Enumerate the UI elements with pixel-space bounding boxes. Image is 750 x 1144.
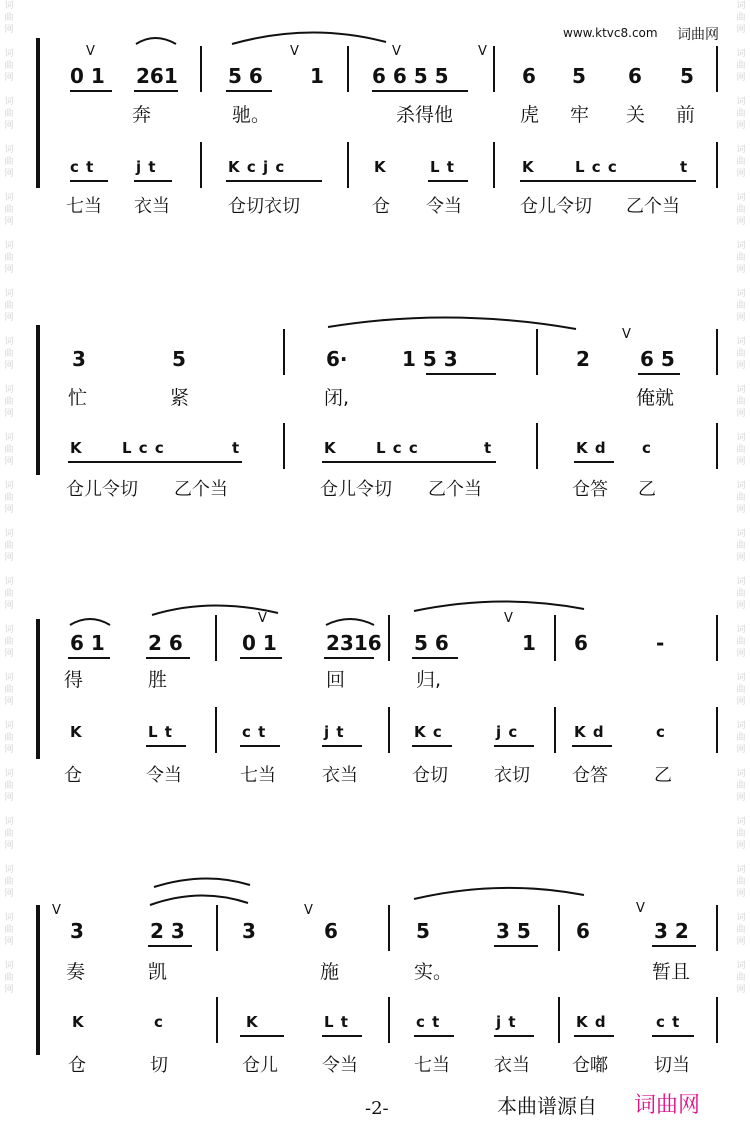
source-site-link[interactable]: 词曲网	[634, 1093, 701, 1118]
underline	[240, 1035, 284, 1037]
percussion-symbol: K d	[574, 723, 605, 741]
note: 2316	[326, 631, 382, 655]
percussion-word: 乙个当	[174, 479, 228, 500]
note: 6·	[326, 347, 348, 371]
breath-mark: V	[636, 901, 645, 916]
underline	[322, 1035, 362, 1037]
underline	[68, 461, 242, 463]
percussion-word: 乙	[654, 765, 672, 786]
underline	[574, 1035, 614, 1037]
percussion-symbol: K	[70, 723, 83, 741]
underline	[638, 373, 680, 375]
percussion-symbol: L t	[324, 1013, 349, 1031]
note: 5 6	[414, 631, 449, 655]
percussion-word: 衣切	[494, 765, 530, 786]
note: 3	[242, 919, 256, 943]
header-url: www.ktvc8.com	[563, 26, 658, 40]
percussion-symbol: L t	[430, 158, 455, 176]
percussion-symbol: c t	[656, 1013, 681, 1031]
underline	[494, 945, 538, 947]
score-system-4	[0, 875, 750, 1076]
percussion-symbol: c t	[242, 723, 267, 741]
note: 5	[572, 64, 586, 88]
percussion-symbol: c	[154, 1013, 164, 1031]
percussion-symbol: t	[680, 158, 689, 176]
slur-marks	[0, 595, 750, 765]
underline	[652, 1035, 694, 1037]
percussion-symbol: t	[232, 439, 241, 457]
note: 1	[310, 64, 324, 88]
note: 6 5	[640, 347, 675, 371]
percussion-symbol: K	[246, 1013, 259, 1031]
percussion-word: 衣当	[134, 196, 170, 217]
note: 5	[416, 919, 430, 943]
percussion-symbol: L c c	[122, 439, 165, 457]
underline	[494, 745, 534, 747]
note: 5	[172, 347, 186, 371]
percussion-symbol: j t	[324, 723, 345, 741]
percussion-symbol: L t	[148, 723, 173, 741]
score-system-3	[0, 595, 750, 786]
underline	[240, 745, 280, 747]
breath-mark: V	[622, 327, 631, 342]
lyric: 牢	[570, 104, 590, 126]
underline	[520, 180, 696, 182]
breath-mark: V	[504, 611, 513, 626]
watermark-right: 词曲网 词曲网 词曲网 词曲网 词曲网 词曲网 词曲网 词曲网 词曲网 词曲网 词曲网 词曲网 词曲网 词曲网 词曲网 词曲网 词曲网 词曲网 词曲网 词曲网 词曲网	[736, 1, 746, 995]
percussion-symbol: j t	[136, 158, 157, 176]
note: 2 3	[150, 919, 185, 943]
percussion-word: 切当	[654, 1055, 690, 1076]
breath-mark: V	[52, 903, 61, 918]
percussion-word: 令当	[426, 196, 462, 217]
percussion-word: 乙个当	[626, 196, 680, 217]
note: 261	[136, 64, 178, 88]
underline	[134, 180, 172, 182]
underline	[226, 180, 322, 182]
underline	[426, 373, 496, 375]
percussion-word: 令当	[146, 765, 182, 786]
underline	[70, 90, 112, 92]
underline	[322, 461, 496, 463]
percussion-word: 仓切	[412, 765, 448, 786]
note: 6 6 5 5	[372, 64, 449, 88]
underline	[372, 90, 468, 92]
percussion-symbol: t	[484, 439, 493, 457]
note: 5	[680, 64, 694, 88]
underline	[652, 945, 696, 947]
percussion-symbol: K d	[576, 1013, 607, 1031]
lyric: 回	[326, 669, 346, 691]
lyric: 得	[64, 669, 84, 691]
note: 3	[72, 347, 86, 371]
note: 6	[522, 64, 536, 88]
lyric: 杀得他	[396, 104, 454, 126]
breath-mark: V	[478, 44, 487, 59]
percussion-word: 仓	[68, 1055, 86, 1076]
percussion-word: 切	[150, 1055, 168, 1076]
percussion-symbol: K c	[414, 723, 443, 741]
underline	[148, 945, 192, 947]
note: 6	[576, 919, 590, 943]
note: 2 6	[148, 631, 183, 655]
lyric: 俺就	[636, 387, 675, 409]
lyric: 关	[626, 104, 646, 126]
lyric: 胜	[148, 669, 168, 691]
note: 3	[70, 919, 84, 943]
note: 1 5 3	[402, 347, 458, 371]
percussion-symbol: K	[522, 158, 535, 176]
note: -	[656, 631, 665, 655]
percussion-symbol: K d	[576, 439, 607, 457]
percussion-word: 仓嘟	[572, 1055, 608, 1076]
underline	[240, 657, 282, 659]
lyric: 虎	[520, 104, 540, 126]
percussion-symbol: c	[642, 439, 652, 457]
percussion-word: 仓儿令切	[320, 479, 392, 500]
underline	[322, 745, 362, 747]
underline	[68, 657, 110, 659]
percussion-symbol: K c j c	[228, 158, 286, 176]
percussion-symbol: j c	[496, 723, 519, 741]
lyric: 奏	[66, 961, 86, 983]
underline	[572, 745, 612, 747]
underline	[412, 745, 452, 747]
note: 0 1	[70, 64, 105, 88]
breath-mark: V	[304, 903, 313, 918]
score-system-2	[0, 315, 750, 500]
page-number: -2-	[365, 1098, 389, 1119]
percussion-word: 令当	[322, 1055, 358, 1076]
lyric: 凯	[148, 961, 168, 983]
percussion-word: 仓	[372, 196, 390, 217]
note: 2	[576, 347, 590, 371]
lyric: 奔	[132, 104, 152, 126]
underline	[414, 1035, 454, 1037]
underline	[324, 657, 374, 659]
note: 0 1	[242, 631, 277, 655]
percussion-word: 七当	[66, 196, 102, 217]
percussion-symbol: K	[72, 1013, 85, 1031]
underline	[134, 90, 178, 92]
percussion-symbol: c	[656, 723, 666, 741]
percussion-word: 乙个当	[428, 479, 482, 500]
lyric: 忙	[68, 387, 88, 409]
note: 3 5	[496, 919, 531, 943]
underline	[412, 657, 458, 659]
percussion-word: 衣当	[494, 1055, 530, 1076]
percussion-word: 衣当	[322, 765, 358, 786]
note: 6	[574, 631, 588, 655]
lyric: 驰。	[232, 104, 271, 126]
lyric: 闭,	[324, 387, 350, 409]
percussion-symbol: K	[70, 439, 83, 457]
percussion-word: 仓儿令切	[66, 479, 138, 500]
underline	[226, 90, 272, 92]
percussion-symbol: K	[324, 439, 337, 457]
lyric: 施	[320, 961, 340, 983]
breath-mark: V	[86, 44, 95, 59]
percussion-word: 仓儿令切	[520, 196, 592, 217]
breath-mark: V	[258, 611, 267, 626]
lyric: 紧	[170, 387, 190, 409]
underline	[574, 461, 614, 463]
lyric: 暂且	[652, 961, 691, 983]
underline	[494, 1035, 534, 1037]
watermark-left: 词曲网 词曲网 词曲网 词曲网 词曲网 词曲网 词曲网 词曲网 词曲网 词曲网 词曲网 词曲网 词曲网 词曲网 词曲网 词曲网 词曲网 词曲网 词曲网 词曲网 词曲网	[4, 1, 14, 995]
note: 6	[324, 919, 338, 943]
lyric: 归,	[416, 669, 442, 691]
note: 3 2	[654, 919, 689, 943]
breath-mark: V	[290, 44, 299, 59]
note: 6	[628, 64, 642, 88]
percussion-word: 仓儿	[242, 1055, 278, 1076]
percussion-symbol: c t	[70, 158, 95, 176]
percussion-word: 仓切衣切	[228, 196, 300, 217]
underline	[146, 657, 190, 659]
header-site: 词曲网	[677, 27, 719, 43]
percussion-word: 仓答	[572, 479, 608, 500]
underline	[70, 180, 108, 182]
lyric: 实。	[414, 961, 453, 983]
note: 1	[522, 631, 536, 655]
underline	[146, 745, 186, 747]
percussion-word: 七当	[240, 765, 276, 786]
percussion-symbol: L c c	[376, 439, 419, 457]
percussion-word: 仓答	[572, 765, 608, 786]
percussion-symbol: j t	[496, 1013, 517, 1031]
underline	[428, 180, 468, 182]
percussion-symbol: c t	[416, 1013, 441, 1031]
percussion-word: 七当	[414, 1055, 450, 1076]
source-label: 本曲谱源自	[497, 1094, 597, 1118]
percussion-symbol: L c c	[575, 158, 618, 176]
note: 6 1	[70, 631, 105, 655]
note: 5 6	[228, 64, 263, 88]
score-system-1	[0, 30, 750, 217]
percussion-word: 乙	[638, 479, 656, 500]
lyric: 前	[676, 104, 696, 126]
percussion-symbol: K	[374, 158, 387, 176]
breath-mark: V	[392, 44, 401, 59]
percussion-word: 仓	[64, 765, 82, 786]
